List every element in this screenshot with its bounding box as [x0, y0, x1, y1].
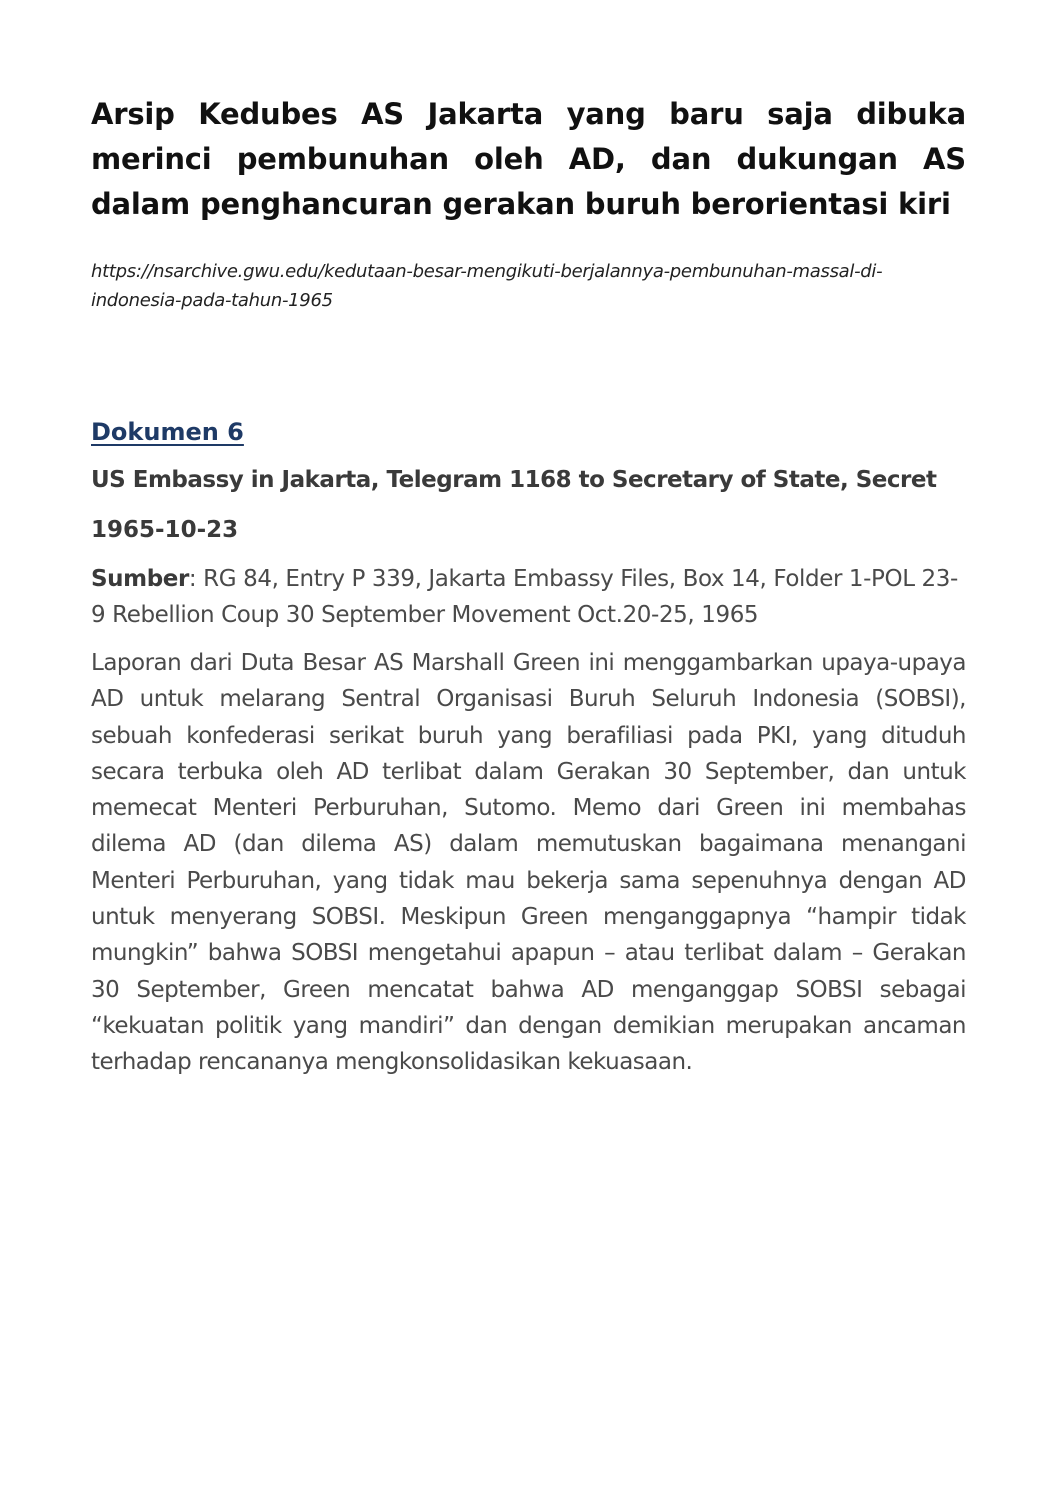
article-title: Arsip Kedubes AS Jakarta yang baru saja dibuka merinci pembunuhan oleh AD, dan dukungan AS dalam penghancuran gerakan buruh berorientasi kiri: [91, 97, 966, 221]
document-body: Laporan dari Duta Besar AS Marshall Green ini menggambarkan upaya-upaya AD untuk melarang Sentral Organisasi Buruh Seluruh Indonesia (SOBSI), sebuah konfederasi serikat buruh yang berafiliasi pada PKI, yang dituduh secara terbuka oleh AD terlibat dalam Gerakan 30 September, dan untuk memecat Menteri Perburuhan, Sutomo. Memo dari Green ini membahas dilema AD (dan dilema AS) dalam memutuskan bagaimana menangani Menteri Perburuhan, yang tidak mau bekerja sama sepenuhnya dengan AD untuk menyerang SOBSI. Meskipun Green menganggapnya “hampir tidak mungkin” bahwa SOBSI mengetahui apapun – atau terlibat dalam – Gerakan 30 September, Green mencatat bahwa AD menganggap SOBSI sebagai “kekuatan politik yang mandiri” dan dengan demikian merupakan ancaman terhadap rencananya mengkonsolidasikan kekuasaan.: [91, 650, 966, 1076]
document-subtitle: US Embassy in Jakarta, Telegram 1168 to Secretary of State, Secret: [91, 467, 937, 493]
document-link[interactable]: Dokumen 6: [91, 418, 244, 446]
document-date: 1965-10-23: [91, 517, 239, 543]
article-source-url: https://nsarchive.gwu.edu/kedutaan-besar-mengikuti-berjalannya-pembunuhan-massal-di-indonesia-pada-tahun-1965: [91, 261, 883, 311]
document-source-label: Sumber: [91, 566, 189, 592]
document-source: [91, 561, 966, 633]
document-source-text: : RG 84, Entry P 339, Jakarta Embassy Files, Box 14, Folder 1-POL 23-9 Rebellion Coup 30 September Movement Oct.20-25, 1965: [91, 566, 958, 628]
document-page: [91, 92, 966, 1081]
